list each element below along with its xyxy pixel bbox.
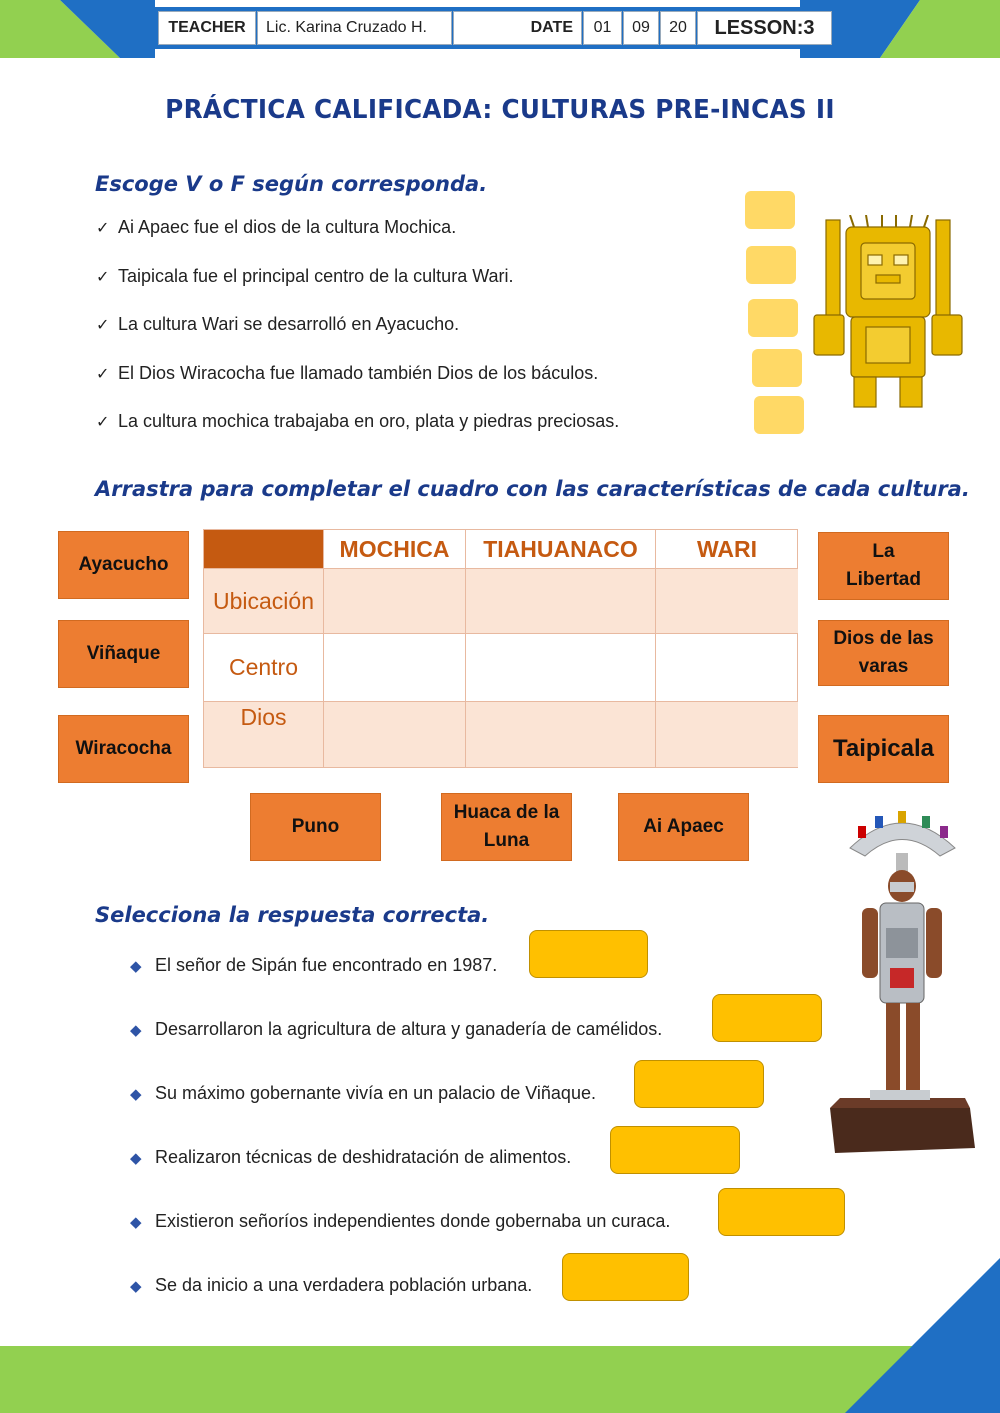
date-day: 01 xyxy=(583,11,622,45)
diamond-bullet-icon: ◆ xyxy=(130,1278,142,1295)
vf-answer-box-1[interactable] xyxy=(745,191,795,229)
drop-cell[interactable] xyxy=(656,634,798,702)
check-icon: ✓ xyxy=(96,414,110,431)
culture-table xyxy=(203,529,798,768)
check-icon: ✓ xyxy=(96,220,110,237)
select-answer-dropdown-5[interactable] xyxy=(718,1188,845,1236)
select-answer-dropdown-3[interactable] xyxy=(634,1060,764,1108)
select-item: ◆ Desarrollaron la agricultura de altura y ganadería de camélidos. xyxy=(130,1019,663,1039)
tile-ai-apaec[interactable]: Ai Apaec xyxy=(618,793,749,861)
row-header-dios: Dios xyxy=(204,702,324,767)
footer-corner-decoration xyxy=(845,1258,1000,1413)
drop-cell[interactable] xyxy=(324,634,466,702)
drop-cell[interactable] xyxy=(324,569,466,634)
tile-ayacucho[interactable]: Ayacucho xyxy=(58,531,189,599)
vf-item: ✓ Taipicala fue el principal centro de la cultura Wari. xyxy=(96,266,514,286)
select-item: ◆ Se da inicio a una verdadera población urbana. xyxy=(130,1275,533,1295)
column-header-tiahuanaco: TIAHUANACO xyxy=(466,530,656,569)
wiracocha-deity-image xyxy=(806,215,970,413)
drop-cell[interactable] xyxy=(466,569,656,634)
vf-answer-box-3[interactable] xyxy=(748,299,798,337)
vf-item: ✓ Ai Apaec fue el dios de la cultura Mochica. xyxy=(96,217,457,237)
vf-item: ✓ El Dios Wiracocha fue llamado también Dios de los báculos. xyxy=(96,363,599,383)
select-answer-dropdown-4[interactable] xyxy=(610,1126,740,1174)
tile-wiracocha[interactable]: Wiracocha xyxy=(58,715,189,783)
vf-answer-box-5[interactable] xyxy=(754,396,804,434)
drop-cell[interactable] xyxy=(466,634,656,702)
vf-answer-box-2[interactable] xyxy=(746,246,796,284)
date-month: 09 xyxy=(623,11,659,45)
column-header-wari: WARI xyxy=(656,530,798,569)
tile-huaca-de-la-luna[interactable]: Huaca de la Luna xyxy=(441,793,572,861)
row-header-ubicacion: Ubicación xyxy=(204,569,324,634)
date-label: DATE xyxy=(453,11,582,45)
select-item: ◆ Su máximo gobernante vivía en un palacio de Viñaque. xyxy=(130,1083,596,1103)
select-answer-dropdown-1[interactable] xyxy=(529,930,648,978)
tile-vinaque[interactable]: Viñaque xyxy=(58,620,189,688)
vf-item: ✓ La cultura mochica trabajaba en oro, plata y piedras preciosas. xyxy=(96,411,620,431)
teacher-label: TEACHER xyxy=(158,11,256,45)
drop-cell[interactable] xyxy=(324,702,466,767)
date-year: 20 xyxy=(660,11,696,45)
drop-cell[interactable] xyxy=(656,702,798,767)
section1-heading: Escoge V o F según corresponda. xyxy=(95,172,488,196)
section2-heading: Arrastra para completar el cuadro con las características de cada cultura. xyxy=(95,477,970,501)
check-icon: ✓ xyxy=(96,317,110,334)
column-header-mochica: MOCHICA xyxy=(324,530,466,569)
page-title: PRÁCTICA CALIFICADA: CULTURAS PRE-INCAS II xyxy=(165,95,835,125)
diamond-bullet-icon: ◆ xyxy=(130,958,142,975)
select-item: ◆ Existieron señoríos independientes donde gobernaba un curaca. xyxy=(130,1211,671,1231)
diamond-bullet-icon: ◆ xyxy=(130,1086,142,1103)
vf-item: ✓ La cultura Wari se desarrolló en Ayacucho. xyxy=(96,314,460,334)
drop-cell[interactable] xyxy=(656,569,798,634)
vf-answer-box-4[interactable] xyxy=(752,349,802,387)
tile-puno[interactable]: Puno xyxy=(250,793,381,861)
tile-dios-de-las-varas[interactable]: Dios de las varas xyxy=(818,620,949,686)
diamond-bullet-icon: ◆ xyxy=(130,1022,142,1039)
tile-la-libertad[interactable]: La Libertad xyxy=(818,532,949,600)
select-item: ◆ El señor de Sipán fue encontrado en 1987. xyxy=(130,955,498,975)
section3-heading: Selecciona la respuesta correcta. xyxy=(95,903,490,927)
select-item: ◆ Realizaron técnicas de deshidratación de alimentos. xyxy=(130,1147,572,1167)
lesson-label: LESSON:3 xyxy=(697,11,832,45)
select-answer-dropdown-2[interactable] xyxy=(712,994,822,1042)
drop-cell[interactable] xyxy=(466,702,656,767)
row-header-centro: Centro xyxy=(204,634,324,702)
diamond-bullet-icon: ◆ xyxy=(130,1150,142,1167)
check-icon: ✓ xyxy=(96,269,110,286)
teacher-name: Lic. Karina Cruzado H. xyxy=(257,11,452,45)
check-icon: ✓ xyxy=(96,366,110,383)
senor-de-sipan-image xyxy=(830,808,975,1153)
select-answer-dropdown-6[interactable] xyxy=(562,1253,689,1301)
diamond-bullet-icon: ◆ xyxy=(130,1214,142,1231)
tile-taipicala[interactable]: Taipicala xyxy=(818,715,949,783)
table-corner xyxy=(204,530,324,569)
